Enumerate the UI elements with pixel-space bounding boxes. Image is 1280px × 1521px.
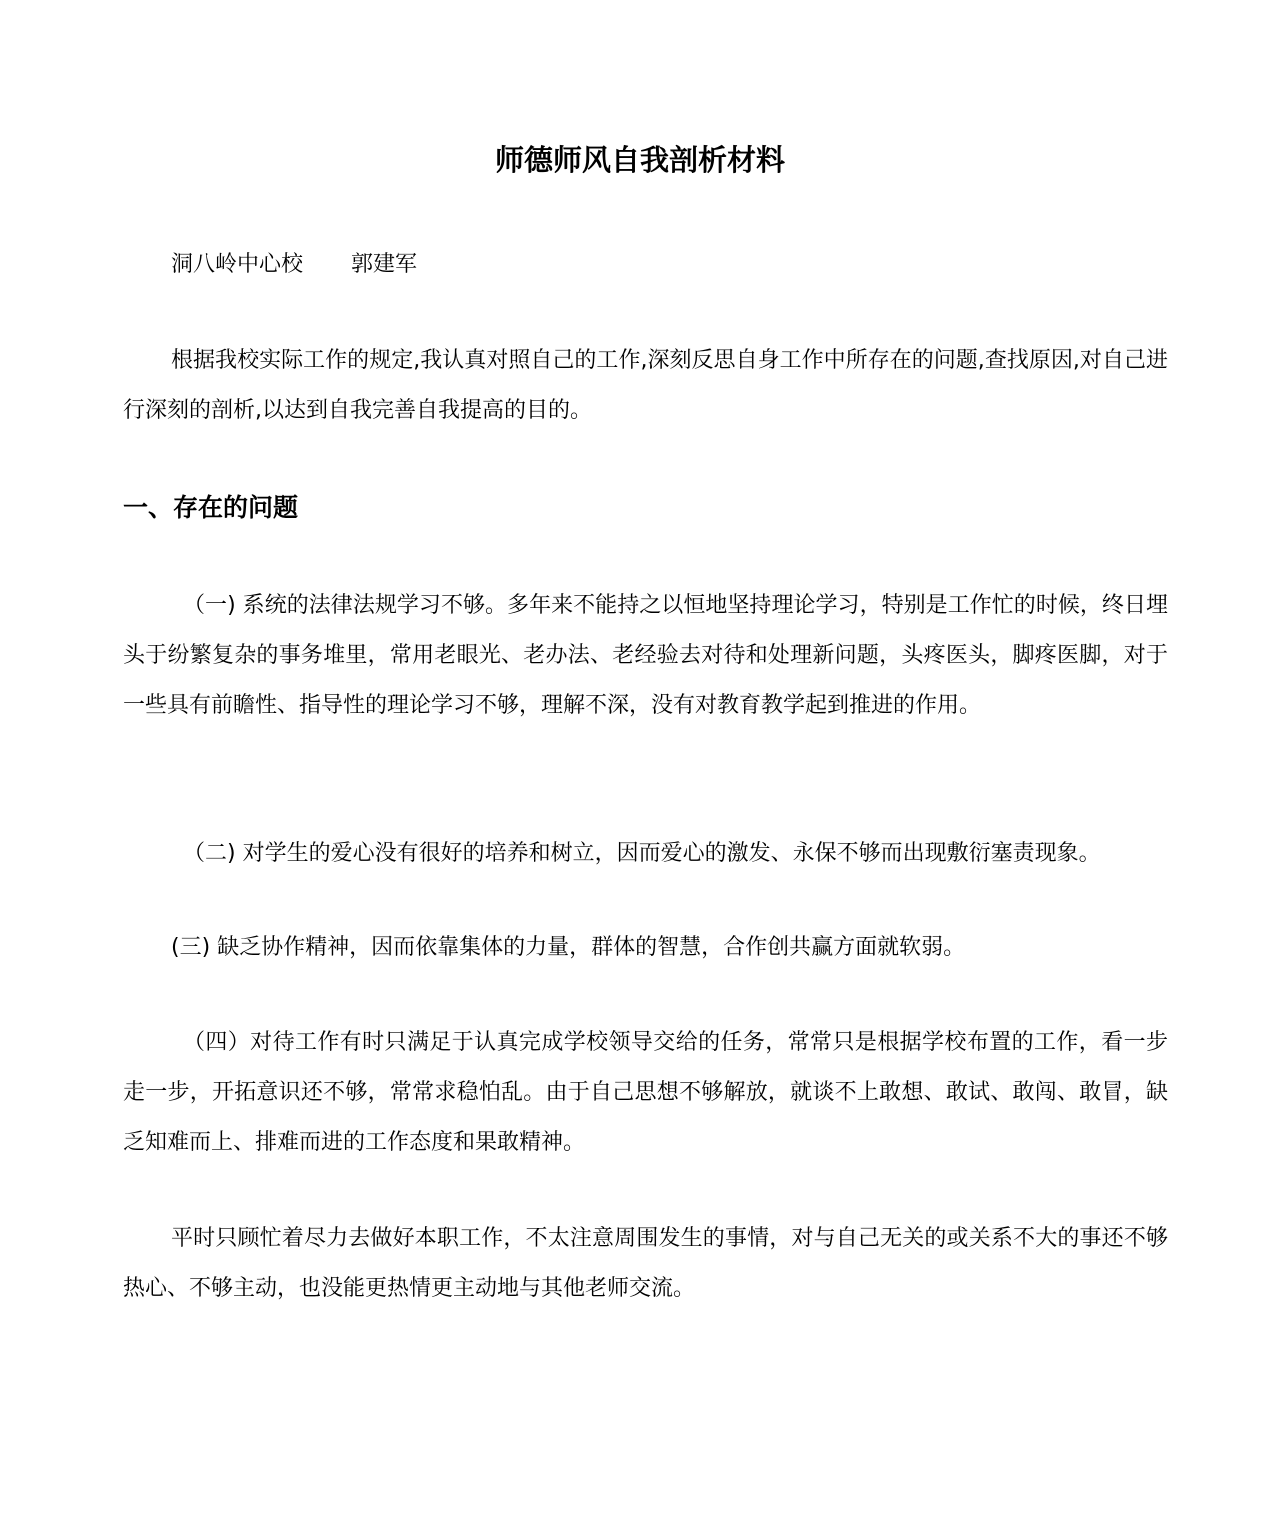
problem-item-2: （二) 对学生的爱心没有很好的培养和树立，因而爱心的激发、永保不够而出现敷衍塞责现象。 [183, 841, 1101, 866]
problem-item-5: 平时只顾忙着尽力去做好本职工作，不太注意周围发生的事情，对与自己无关的或关系不大的事还不够热心、不够主动，也没能更热情更主动地与其他老师交流。 [123, 1226, 1168, 1301]
intro-paragraph: 根据我校实际工作的规定,我认真对照自己的工作,深刻反思自身工作中所存在的问题,查找原因,对自己进行深刻的剖析,以达到自我完善自我提高的目的。 [123, 348, 1168, 423]
author-line [171, 248, 417, 282]
problem-item-1: （一) 系统的法律法规学习不够。多年来不能持之以恒地坚持理论学习，特别是工作忙的时候，终日埋头于纷繁复杂的事务堆里，常用老眼光、老办法、老经验去对待和处理新问题，头疼医头，脚疼医脚，对于一些具有前瞻性、指导性的理论学习不够，理解不深，没有对教育教学起到推进的作用。 [123, 593, 1168, 718]
author-school: 洞八岭中心校 [171, 252, 304, 277]
document-title: 师德师风自我剖析材料 [494, 143, 785, 177]
problem-item-4: （四）对待工作有时只满足于认真完成学校领导交给的任务，常常只是根据学校布置的工作，看一步走一步，开拓意识还不够，常常求稳怕乱。由于自己思想不够解放，就谈不上敢想、敢试、敢闯、敢冒，缺乏知难而上、排难而进的工作态度和果敢精神。 [123, 1030, 1168, 1155]
section-heading: 一、存在的问题 [123, 493, 299, 522]
author-name: 郭建军 [351, 252, 418, 277]
problem-item-3: (三) 缺乏协作精神，因而依靠集体的力量，群体的智慧，合作创共赢方面就软弱。 [171, 935, 966, 960]
